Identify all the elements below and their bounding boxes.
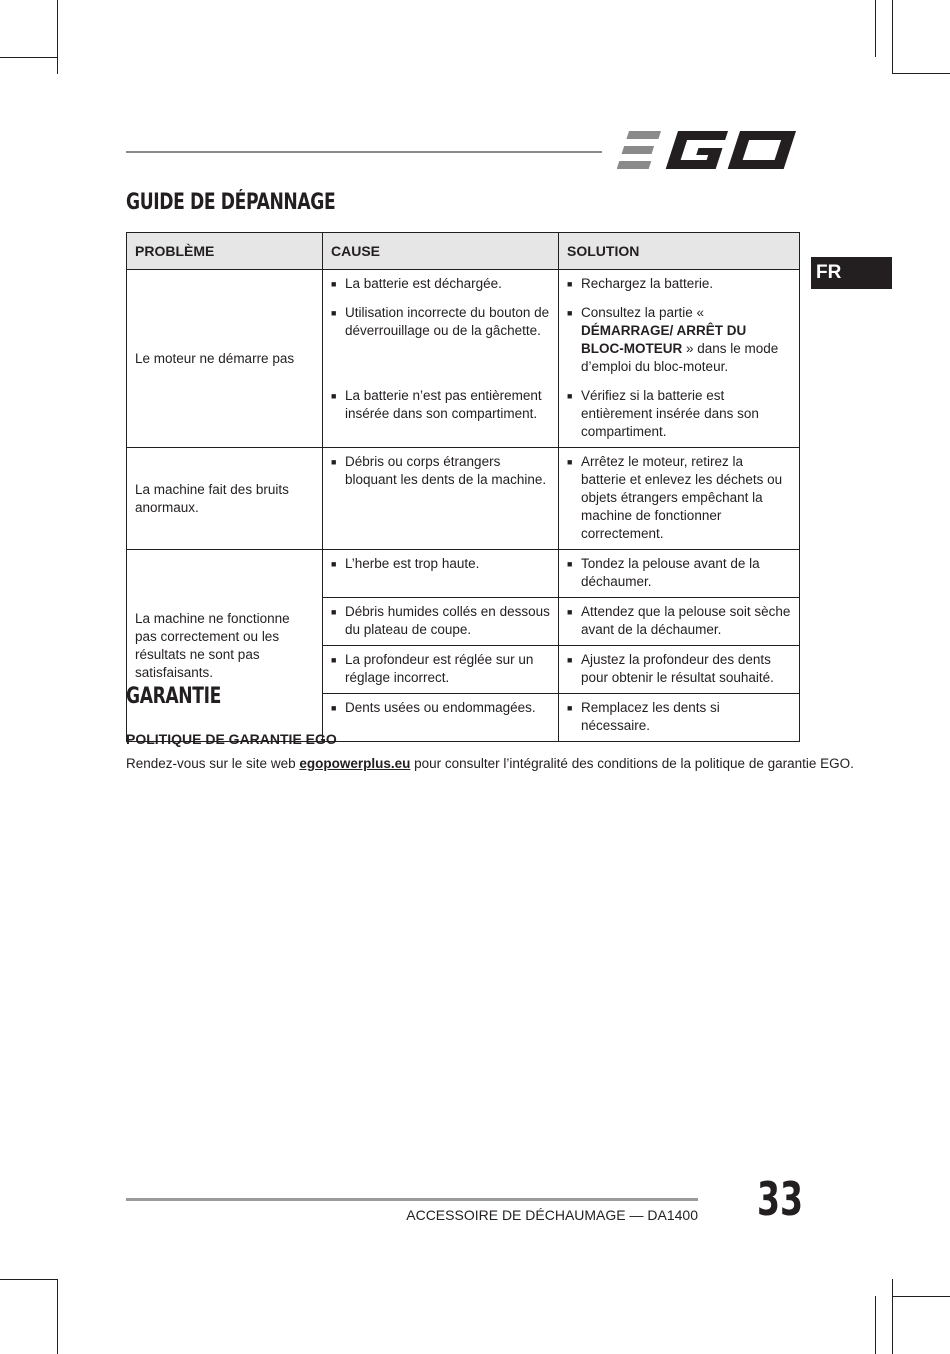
- crop-mark: [892, 73, 950, 74]
- warranty-text: Rendez-vous sur le site web egopowerplus.eu pour consulter l’intégralité des conditions de la politique de garantie EGO.: [126, 756, 854, 771]
- solution-cell: ■ Vérifiez si la batterie est entièrement insérée dans son compartiment.: [559, 382, 800, 448]
- crop-mark: [892, 1279, 893, 1354]
- solution-cell: ■ Consultez la partie « DÉMARRAGE/ ARRÊT DU BLOC-MOTEUR » dans le mode d’emploi du bloc-moteur.: [559, 299, 800, 382]
- cause-cell: ■ Utilisation incorrecte du bouton de déverrouillage ou de la gâchette.: [323, 299, 559, 382]
- solution-cell: ■ Rechargez la batterie.: [559, 270, 800, 300]
- cause-cell: ■ La batterie n’est pas entièrement insérée dans son compartiment.: [323, 382, 559, 448]
- cause-cell: ■ Dents usées ou endommagées.: [323, 694, 559, 742]
- header-solution: SOLUTION: [559, 233, 800, 270]
- warranty-link[interactable]: egopowerplus.eu: [299, 756, 411, 771]
- cause-cell: ■ La batterie est déchargée.: [323, 270, 559, 300]
- bullet-square-icon: ■: [331, 559, 337, 569]
- bullet-square-icon: ■: [331, 457, 337, 467]
- troubleshooting-title: GUIDE DE DÉPANNAGE: [126, 190, 336, 215]
- warranty-subtitle: POLITIQUE DE GARANTIE EGO: [126, 731, 337, 747]
- crop-mark: [57, 0, 58, 74]
- problem-cell: La machine fait des bruits anormaux.: [127, 448, 323, 550]
- bullet-square-icon: ■: [331, 308, 337, 318]
- bullet-square-icon: ■: [567, 559, 573, 569]
- bullet-square-icon: ■: [331, 391, 337, 401]
- cause-cell: ■ La profondeur est réglée sur un réglage incorrect.: [323, 646, 559, 694]
- crop-mark: [0, 1279, 57, 1280]
- warranty-title: GARANTIE: [126, 684, 221, 709]
- table-row: [127, 270, 800, 300]
- bullet-square-icon: ■: [331, 607, 337, 617]
- ego-logo: [617, 128, 800, 172]
- bullet-square-icon: ■: [331, 655, 337, 665]
- table-row: [127, 550, 800, 598]
- crop-mark: [875, 0, 876, 57]
- problem-cell: Le moteur ne démarre pas: [127, 270, 323, 448]
- bullet-square-icon: ■: [331, 703, 337, 713]
- solution-cell: ■ Arrêtez le moteur, retirez la batterie et enlevez les déchets ou objets étrangers empêchant la machine de fonctionner correctement.: [559, 448, 800, 550]
- bullet-square-icon: ■: [567, 308, 573, 318]
- bullet-square-icon: ■: [331, 279, 337, 289]
- crop-mark: [57, 1279, 58, 1354]
- bullet-square-icon: ■: [567, 391, 573, 401]
- header-problem: PROBLÈME: [127, 233, 323, 270]
- bullet-square-icon: ■: [567, 655, 573, 665]
- crop-mark: [892, 1296, 950, 1297]
- solution-cell: ■ Tondez la pelouse avant de la déchaumer.: [559, 550, 800, 598]
- footer-product: ACCESSOIRE DE DÉCHAUMAGE — DA1400: [406, 1207, 698, 1223]
- page-number: 33: [756, 1172, 804, 1226]
- footer-rule: [126, 1198, 698, 1201]
- troubleshooting-table: [126, 232, 800, 742]
- cause-cell: ■ Débris ou corps étrangers bloquant les dents de la machine.: [323, 448, 559, 550]
- cause-cell: ■ L’herbe est trop haute.: [323, 550, 559, 598]
- bullet-square-icon: ■: [567, 703, 573, 713]
- cause-cell: ■ Débris humides collés en dessous du plateau de coupe.: [323, 598, 559, 646]
- crop-mark: [892, 0, 893, 74]
- header-cause: CAUSE: [323, 233, 559, 270]
- table-header-row: [127, 233, 800, 270]
- language-tab: FR: [811, 257, 892, 289]
- bullet-square-icon: ■: [567, 607, 573, 617]
- bullet-square-icon: ■: [567, 279, 573, 289]
- solution-cell: ■ Attendez que la pelouse soit sèche avant de la déchaumer.: [559, 598, 800, 646]
- bullet-square-icon: ■: [567, 457, 573, 467]
- solution-cell: ■ Remplacez les dents si nécessaire.: [559, 694, 800, 742]
- table-row: [127, 448, 800, 550]
- solution-cell: ■ Ajustez la profondeur des dents pour obtenir le résultat souhaité.: [559, 646, 800, 694]
- crop-mark: [0, 57, 57, 58]
- crop-mark: [875, 1296, 876, 1354]
- problem-cell: La machine ne fonctionne pas correctement ou les résultats ne sont pas satisfaisants.: [127, 550, 323, 742]
- header-rule: [126, 151, 602, 153]
